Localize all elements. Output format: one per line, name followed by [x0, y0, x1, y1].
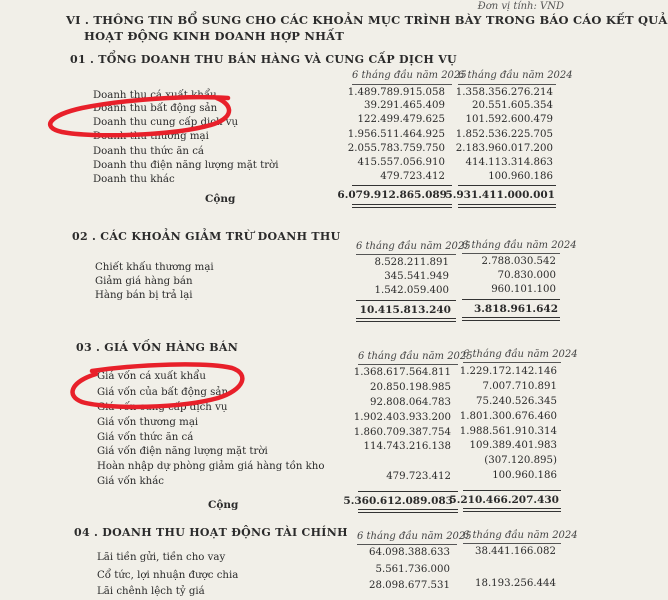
table-row-value-2025: 479.723.412: [380, 171, 445, 182]
table-row-value-2024: 414.113.314.863: [465, 157, 553, 168]
section-01-sum-rule-2024: [458, 185, 556, 186]
section-01-double-rule-2024: [458, 204, 556, 208]
table-row-value-2024: 1.229.172.142.146: [459, 366, 557, 377]
table-row-label: Cổ tức, lợi nhuận được chia: [97, 570, 239, 581]
section-02-sum-rule-2025: [356, 300, 456, 301]
table-row-label: Giá vốn khác: [97, 476, 165, 487]
table-row-label: Giá vốn cá xuất khẩu: [97, 371, 206, 382]
table-row-value-2024: 18.193.256.444: [474, 578, 556, 589]
section-03-double-rule-2024: [463, 508, 561, 512]
section-03-total-2024: 5.210.466.207.430: [449, 494, 559, 506]
section-04-col-rule-2024: [463, 543, 561, 544]
section-02-sum-rule-2024: [462, 299, 560, 300]
section-02-col-2024: 6 tháng đầu năm 2024: [462, 240, 577, 251]
table-row-label: Doanh thu điện năng lượng mặt trời: [93, 160, 279, 171]
table-row-value-2024: 2.183.960.017.200: [455, 143, 553, 154]
section-02-title: 02 . CÁC KHOẢN GIẢM TRỪ DOANH THU: [72, 230, 341, 243]
section-03-col-rule-2025: [358, 364, 458, 365]
table-row-value-2024: 101.592.600.479: [465, 114, 553, 125]
table-row-value-2025: 5.561.736.000: [375, 564, 450, 575]
table-row-value-2024: 1.852.536.225.705: [455, 129, 553, 140]
section-03-sum-rule-2025: [358, 491, 458, 492]
table-row-value-2025: 1.542.059.400: [374, 285, 449, 296]
table-row-value-2024: 960.101.100: [491, 284, 556, 295]
table-row-value-2025: 20.850.198.985: [369, 382, 451, 393]
section-02-total-2024: 3.818.961.642: [473, 303, 558, 315]
table-row-value-2024: 100.960.186: [492, 470, 557, 481]
table-row-value-2025: 92.808.064.783: [369, 397, 451, 408]
section-04-col-2024: 6 tháng đầu năm 2024: [463, 530, 578, 541]
table-row-label: Doanh thu thức ăn cá: [93, 146, 205, 157]
table-row-label: Doanh thu khác: [93, 174, 175, 185]
table-row-value-2024: 20.551.605.354: [471, 100, 553, 111]
table-row-label: Chiết khấu thương mại: [95, 262, 214, 273]
table-row-value-2025: 415.557.056.910: [357, 157, 445, 168]
section-04-col-rule-2025: [357, 544, 457, 545]
table-row-value-2024: 75.240.526.345: [475, 396, 557, 407]
section-01-double-rule-2025: [352, 204, 452, 208]
section-01-col-rule-2024: [458, 84, 556, 85]
section-01-col-2025: 6 tháng đầu năm 2025: [352, 70, 467, 81]
table-row-value-2025: 1.902.403.933.200: [353, 412, 451, 423]
table-row-value-2024: 1.358.356.276.214: [455, 87, 553, 98]
table-row-label: Hoàn nhập dự phòng giảm giá hàng tồn kho: [97, 461, 325, 472]
section-01-title: 01 . TỔNG DOANH THU BÁN HÀNG VÀ CUNG CẤP DỊCH VỤ: [70, 53, 457, 66]
table-row-label: Doanh thu bất động sản: [93, 103, 218, 114]
table-row-label: Giảm giá hàng bán: [95, 276, 193, 287]
table-row-value-2024: 2.788.030.542: [481, 256, 556, 267]
table-row-label: Giá vốn của bất động sản: [97, 387, 229, 398]
table-row-value-2025: 64.098.388.633: [368, 547, 450, 558]
section-02-double-rule-2024: [462, 317, 560, 321]
table-row-value-2024: 70.830.000: [497, 270, 556, 281]
main-title-line-2: HOẠT ĐỘNG KINH DOANH HỢP NHẤT: [84, 29, 345, 43]
table-row-value-2025: 2.055.783.759.750: [347, 143, 445, 154]
section-02-total-2025: 10.415.813.240: [359, 304, 451, 316]
section-01-total-2024: 5.931.411.000.001: [445, 189, 555, 201]
unit-note: Đơn vị tính: VND: [477, 1, 564, 12]
table-row-value-2025: 1.489.789.915.058: [347, 87, 445, 98]
section-01-total-label: Cộng: [205, 193, 236, 205]
table-row-value-2025: 345.541.949: [384, 271, 449, 282]
table-row-value-2024: 100.960.186: [488, 171, 553, 182]
section-02-double-rule-2025: [356, 318, 456, 322]
section-03-title: 03 . GIÁ VỐN HÀNG BÁN: [76, 341, 239, 354]
table-row-label: Lãi chênh lệch tỷ giá: [97, 586, 205, 597]
table-row-label: Giá vốn cung cấp dịch vụ: [97, 402, 228, 413]
table-row-label: Doanh thu thương mại: [93, 131, 209, 142]
table-row-value-2024: 38.441.166.082: [474, 546, 556, 557]
table-row-label: Doanh thu cá xuất khẩu: [93, 90, 217, 101]
table-row-value-2024: 1.988.561.910.314: [459, 426, 557, 437]
table-row-value-2024: (307.120.895): [484, 455, 557, 466]
section-03-total-2025: 5.360.612.089.083: [343, 495, 453, 507]
section-03-total-label: Cộng: [208, 499, 239, 511]
table-row-label: Doanh thu cung cấp dịch vụ: [93, 117, 239, 128]
table-row-value-2025: 479.723.412: [386, 471, 451, 482]
table-row-value-2024: 109.389.401.983: [469, 440, 557, 451]
section-04-title: 04 . DOANH THU HOẠT ĐỘNG TÀI CHÍNH: [74, 526, 348, 539]
table-row-label: Giá vốn thức ăn cá: [97, 432, 194, 443]
section-02-col-2025: 6 tháng đầu năm 2025: [356, 241, 471, 252]
section-02-col-rule-2024: [462, 253, 560, 254]
table-row-label: Giá vốn điện năng lượng mặt trời: [97, 446, 268, 457]
section-01-sum-rule-2025: [352, 185, 452, 186]
section-01-col-2024: 6 tháng đầu năm 2024: [458, 70, 573, 81]
section-03-sum-rule-2024: [463, 490, 561, 491]
section-03-double-rule-2025: [358, 509, 458, 513]
main-title-line-1: VI . THÔNG TIN BỔ SUNG CHO CÁC KHOẢN MỤC TRÌNH BÀY TRONG BÁO CÁO KẾT QUẢ: [66, 13, 668, 27]
section-03-col-rule-2024: [463, 362, 561, 363]
table-row-label: Lãi tiền gửi, tiền cho vay: [97, 552, 226, 563]
table-row-value-2025: 122.499.479.625: [357, 114, 445, 125]
section-01-total-2025: 6.079.912.865.089: [337, 189, 447, 201]
table-row-value-2024: 7.007.710.891: [482, 381, 557, 392]
table-row-value-2025: 1.956.511.464.925: [347, 129, 445, 140]
table-row-value-2025: 1.368.617.564.811: [353, 367, 451, 378]
section-03-col-2025: 6 tháng đầu năm 2025: [358, 351, 473, 362]
table-row-value-2025: 28.098.677.531: [368, 580, 450, 591]
table-row-label: Hàng bán bị trả lại: [95, 290, 193, 301]
section-02-col-rule-2025: [356, 254, 456, 255]
table-row-value-2025: 8.528.211.891: [374, 257, 449, 268]
table-row-label: Giá vốn thương mại: [97, 417, 199, 428]
table-row-value-2025: 39.291.465.409: [363, 100, 445, 111]
table-row-value-2025: 1.860.709.387.754: [353, 427, 451, 438]
section-04-col-2025: 6 tháng đầu năm 2025: [357, 531, 472, 542]
section-03-col-2024: 6 tháng đầu năm 2024: [463, 349, 578, 360]
table-row-value-2025: 114.743.216.138: [363, 441, 451, 452]
section-01-col-rule-2025: [352, 84, 452, 85]
main-title: [66, 12, 668, 44]
table-row-value-2024: 1.801.300.676.460: [459, 411, 557, 422]
